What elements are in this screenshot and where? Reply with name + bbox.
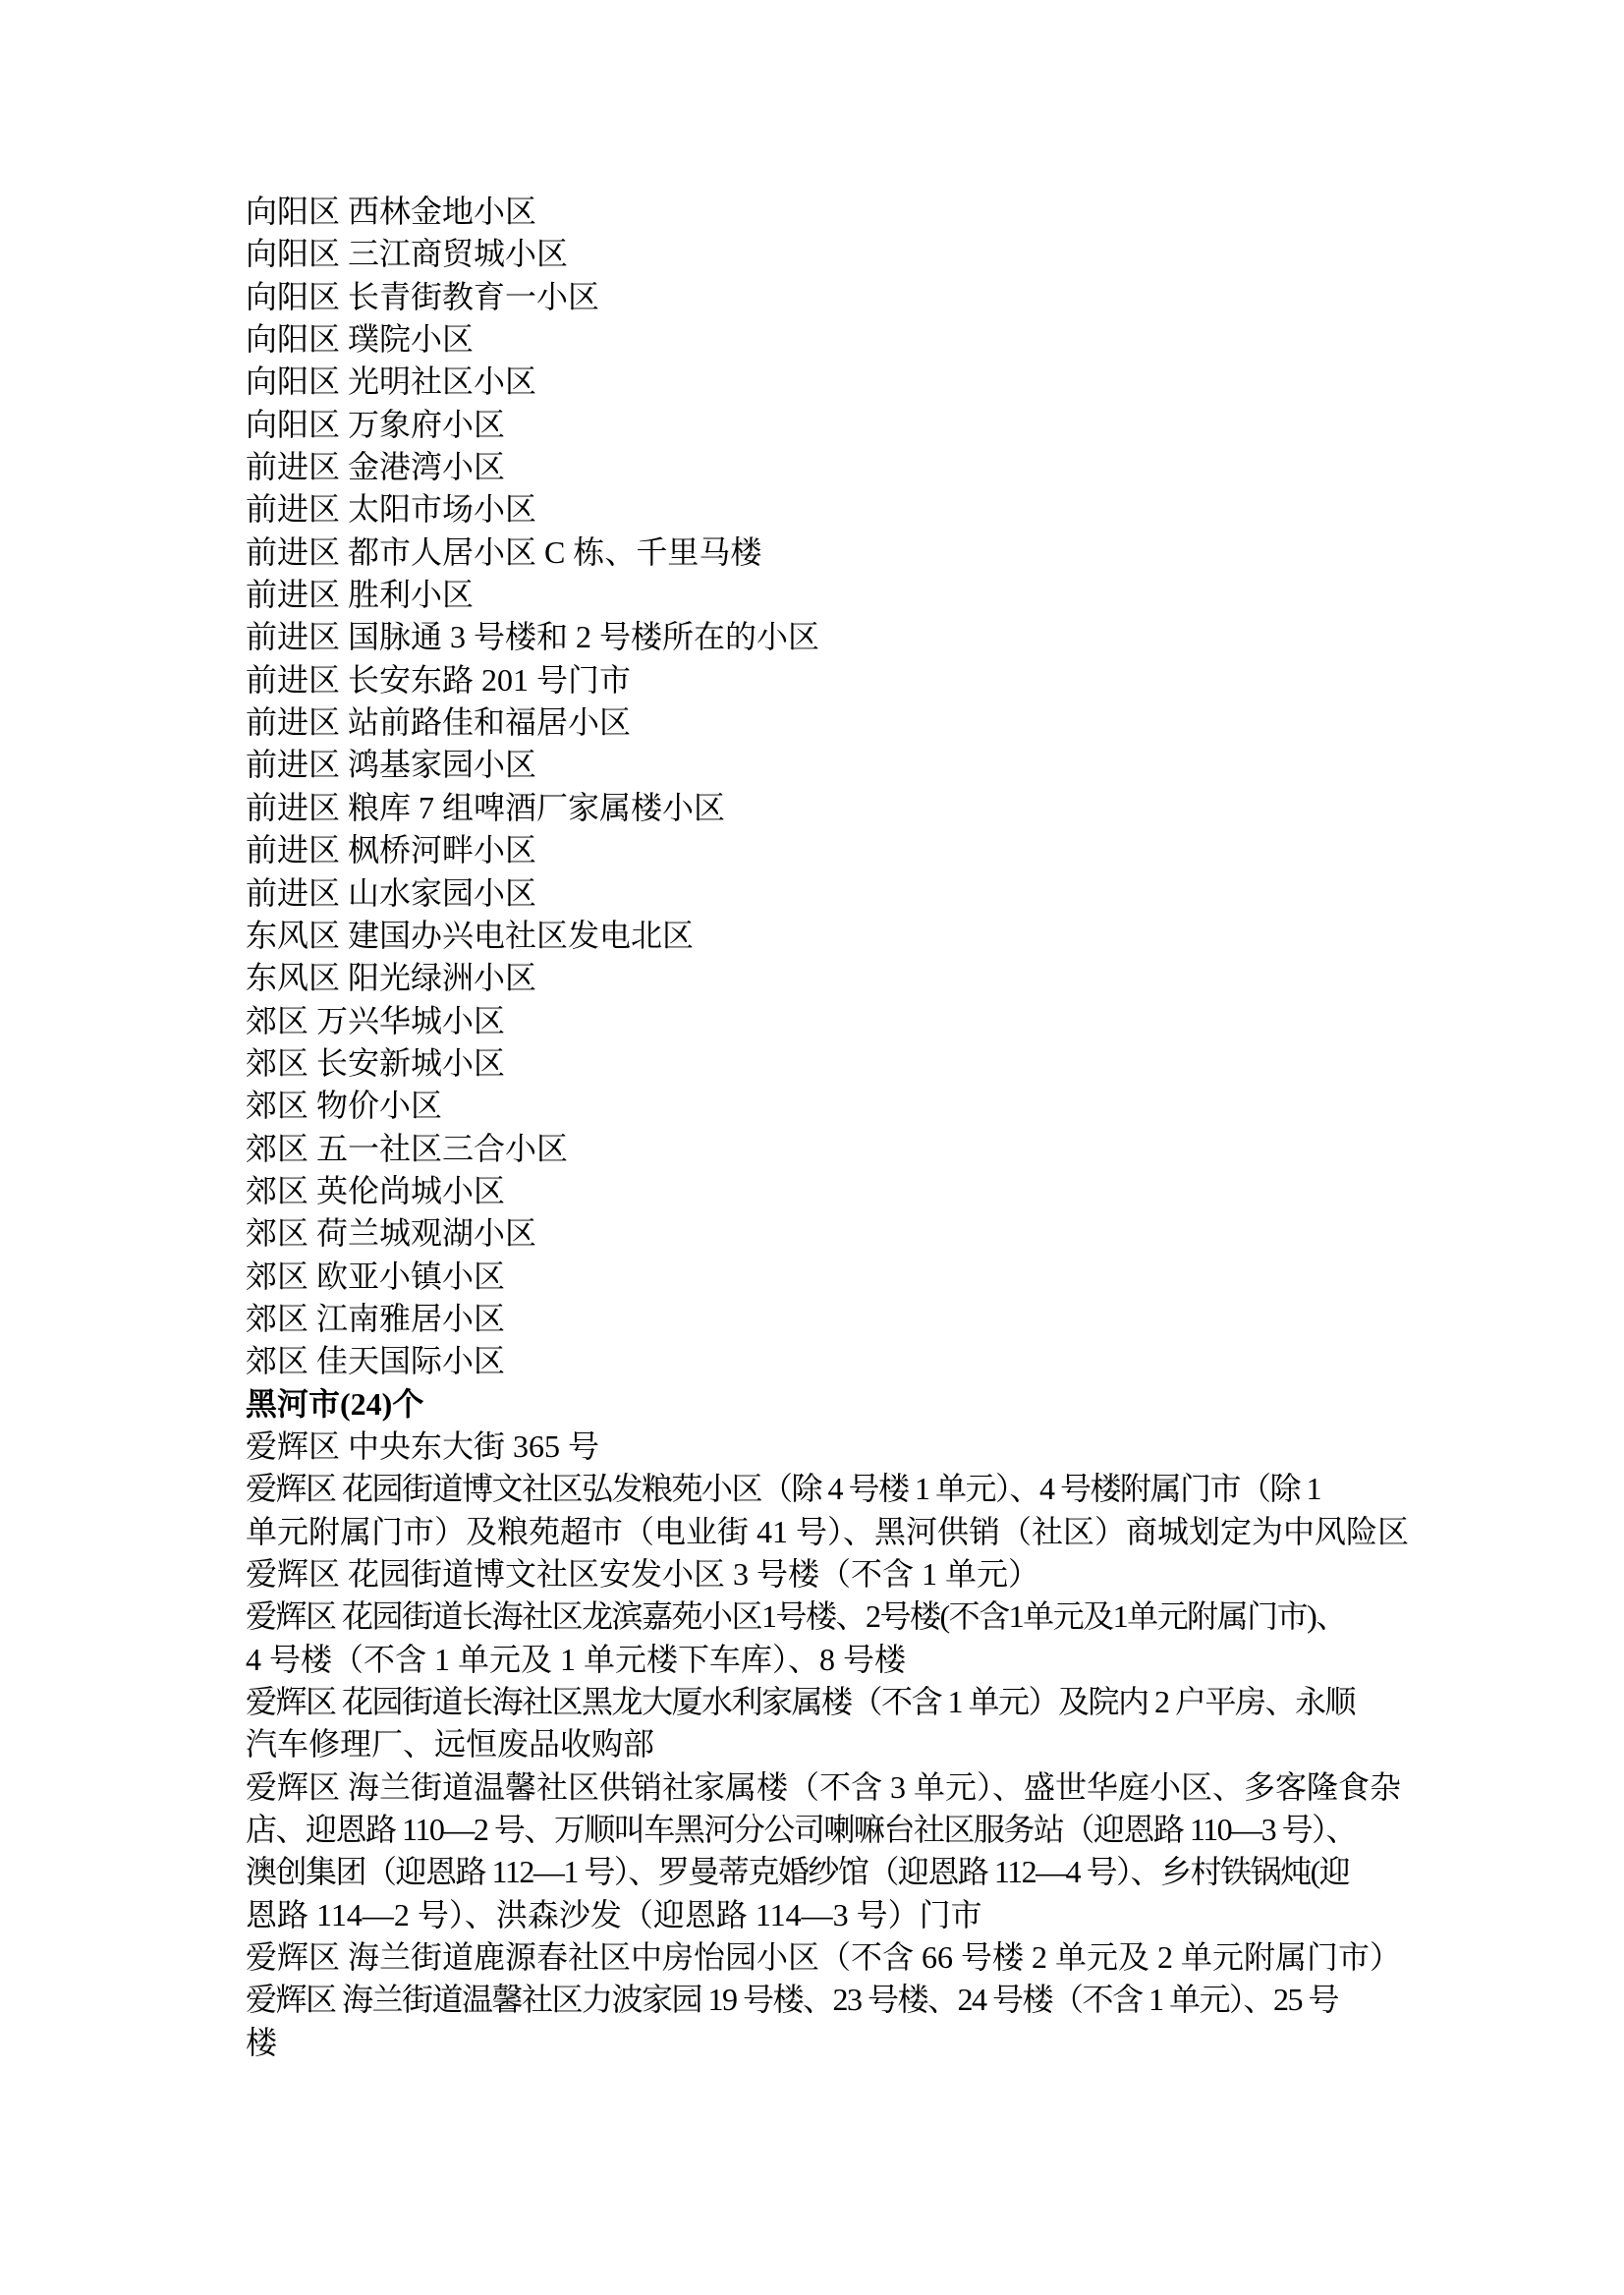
document-line: 前进区 鸿基家园小区 xyxy=(246,747,537,783)
document-line: 前进区 金港湾小区 xyxy=(246,449,506,485)
document-line: 爱辉区 花园街道博文社区安发小区 3 号楼（不含 1 单元） xyxy=(246,1556,1040,1592)
document-line: 前进区 胜利小区 xyxy=(246,577,475,613)
document-line: 前进区 站前路佳和福居小区 xyxy=(246,704,632,741)
document-line: 东风区 阳光绿洲小区 xyxy=(246,960,537,996)
document-line: 爱辉区 花园街道博文社区弘发粮苑小区（除 4 号楼 1 单元）、4 号楼附属门市（除 1 xyxy=(246,1471,1321,1507)
document-line: 爱辉区 海兰街道鹿源春社区中房怡园小区（不含 66 号楼 2 单元及 2 单元附属门市） xyxy=(246,1939,1402,1976)
document-line: 前进区 长安东路 201 号门市 xyxy=(246,661,632,698)
document-line: 向阳区 三江商贸城小区 xyxy=(246,236,569,272)
document-line: 爱辉区 中央东大街 365 号 xyxy=(246,1427,600,1464)
document-line: 4 号楼（不含 1 单元及 1 单元楼下车库）、8 号楼 xyxy=(246,1641,907,1677)
document-line: 单元附属门市）及粮苑超市（电业街 41 号）、黑河供销（社区）商城划定为中风险区 xyxy=(246,1513,1410,1549)
document-content xyxy=(246,191,1410,2064)
document-line: 郊区 欧亚小镇小区 xyxy=(246,1258,506,1294)
document-line: 前进区 枫桥河畔小区 xyxy=(246,832,537,868)
document-line: 爱辉区 海兰街道温馨社区供销社家属楼（不含 3 单元）、盛世华庭小区、多客隆食杂 xyxy=(246,1768,1402,1805)
document-line: 郊区 五一社区三合小区 xyxy=(246,1130,569,1166)
document-line: 爱辉区 海兰街道温馨社区力波家园 19 号楼、23 号楼、24 号楼（不含 1 单元）、25 号 xyxy=(246,1982,1339,2018)
document-line: 前进区 太阳市场小区 xyxy=(246,491,537,528)
document-line: 恩路 114—2 号）、洪森沙发（迎恩路 114—3 号）门市 xyxy=(246,1896,982,1932)
document-line: 向阳区 光明社区小区 xyxy=(246,364,537,400)
document-line: 东风区 建国办兴电社区发电北区 xyxy=(246,917,695,953)
document-line: 前进区 山水家园小区 xyxy=(246,874,537,911)
document-line: 郊区 荷兰城观湖小区 xyxy=(246,1215,537,1252)
document-line: 郊区 物价小区 xyxy=(246,1088,443,1124)
document-line: 向阳区 万象府小区 xyxy=(246,406,506,442)
document-line: 店、迎恩路 110—2 号、万顺叫车黑河分公司喇嘛台社区服务站（迎恩路 110—3 号）、 xyxy=(246,1812,1357,1848)
document-line: 楼 xyxy=(246,2024,278,2060)
document-line: 向阳区 璞院小区 xyxy=(246,321,475,358)
document-line: 郊区 江南雅居小区 xyxy=(246,1300,506,1336)
document-line: 前进区 国脉通 3 号楼和 2 号楼所在的小区 xyxy=(246,619,820,655)
document-line: 郊区 长安新城小区 xyxy=(246,1044,506,1081)
document-line: 前进区 都市人居小区 C 栋、千里马楼 xyxy=(246,533,762,570)
document-line: 爱辉区 花园街道长海社区黑龙大厦水利家属楼（不含 1 单元）及院内 2 户平房、永顺 xyxy=(246,1684,1356,1720)
document-line: 向阳区 西林金地小区 xyxy=(246,194,537,229)
document-line: 汽车修理厂、远恒废品收购部 xyxy=(246,1726,655,1763)
section-header: 黑河市(24)个 xyxy=(246,1385,424,1422)
document-line: 郊区 万兴华城小区 xyxy=(246,1002,506,1038)
document-line: 向阳区 长青街教育一小区 xyxy=(246,278,600,314)
document-line: 澳创集团（迎恩路 112—1 号）、罗曼蒂克婚纱馆（迎恩路 112—4 号）、乡村铁锅炖(迎 xyxy=(246,1854,1350,1890)
document-line: 前进区 粮库 7 组啤酒厂家属楼小区 xyxy=(246,789,726,825)
document-line: 郊区 英伦尚城小区 xyxy=(246,1172,506,1208)
document-line: 郊区 佳天国际小区 xyxy=(246,1343,506,1379)
document-line: 爱辉区 花园街道长海社区龙滨嘉苑小区1号楼、2号楼(不含1单元及1单元附属门市)、 xyxy=(246,1598,1346,1635)
